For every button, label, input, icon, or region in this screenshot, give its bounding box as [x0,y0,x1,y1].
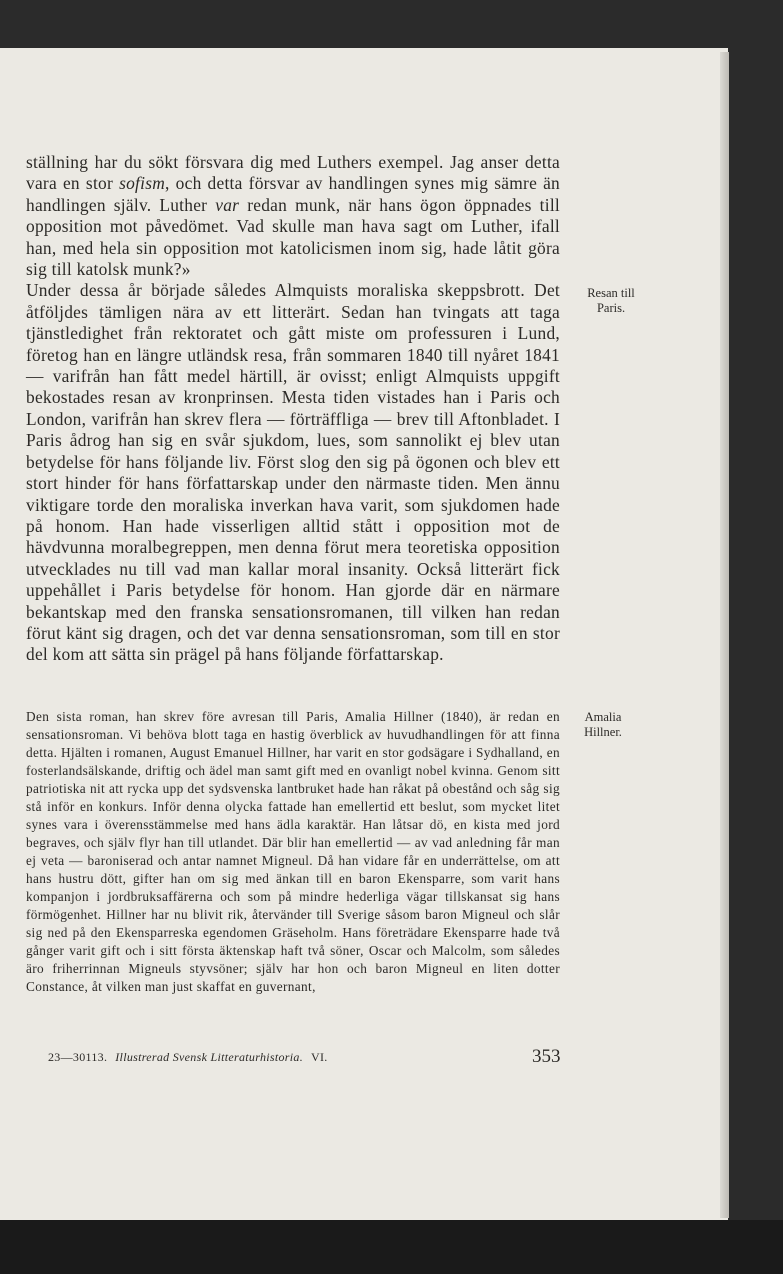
emphasis-var: var [215,194,240,215]
margin-note-amalia-hillner: Amalia Hillner. [584,710,622,739]
smallprint-text [26,708,560,996]
footer-signature [48,1050,328,1065]
scan-background-strip [0,1220,783,1274]
main-body-text [26,152,560,666]
emphasis-sofism: sofism [119,173,166,194]
publication-title: Illustrerad Svensk Litteraturhistoria. [115,1050,304,1064]
page-edge-shadow [720,52,729,1218]
paragraph-shipwreck: Under dessa år började således Almquists moraliska skeppsbrott. Det åtföljdes tämligen nära av ett litterärt. Sedan han tvingats att taga tjänstledighet från rektoratet och gått miste om professuren i Lund, företog han en längre utländsk resa, från sommaren 1840 till nyåret 1841 — varifrån han fått medel härtill, är ovisst; enligt Almquists uppgift bekostades resan av kronprinsen. Mesta tiden vistades han i Paris och London, varifrån han skrev flera — förträffliga — brev till Aftonbladet. I Paris ådrog han sig en svår sjukdom, lues, som sannolikt ej blev utan betydelse för hans följande liv. Först slog den sig på ögonen och blev ett stort hinder för hans författarskap under den närmaste tiden. Men ännu viktigare torde den moraliska inverkan hava varit, som sjukdomen hade på honom. Han hade visserligen alltid stått i opposition mot de hävdvunna moralbegreppen, men denna förut mera teoretiska opposition utvecklades nu till vad man kallar moral insanity. Också litterärt fick uppehållet i Paris betydelse för honom. Han gjorde där en närmare bekantskap med den franska sensationsromanen, till vilken han redan förut känt sig dragen, och det var denna sensationsroman, som till en stor del kom att sätta sin prägel på hans följande författarskap. [26,280,560,665]
volume-label: VI. [311,1050,328,1064]
page-number: 353 [532,1046,561,1067]
paragraph-quote: ställning har du sökt försvara dig med Luthers exempel. Jag anser detta vara en stor sofism, och detta försvar av handlingen synes mig sämre än handlingen själv. Luther var redan munk, när hans ögon öppnades till opposition mot påvedömet. Vad skulle man hava sagt om Luther, ifall han, med hela sin opposition mot katolicismen inom sig, hade låtit göra sig till katolsk munk?» [26,152,561,280]
signature-mark: 23—30113. [48,1050,108,1064]
margin-note-resan-till-paris: Resan till Paris. [587,286,635,315]
paragraph-amalia-hillner: Den sista roman, han skrev före avresan till Paris, Amalia Hillner (1840), är redan en sensationsroman. Vi behöva blott taga en hastig överblick av huvudhandlingen för att finna detta. Hjälten i romanen, August Emanuel Hillner, har varit en stor godsägare i Sydhalland, en fosterlandsälskande, driftig och ädel man samt gift med en ovanligt nobel kvinna. Genom sitt patriotiska nit att rycka upp det sydsvenska lantbruket hade han råkat på obestånd och såg sig stå inför en konkurs. Inför denna olycka fattade han emellertid ett beslut, som mycket litet synes vara i överensstämmelse med hans ädla karaktär. Han låtsar dö, en kista med jord begraves, och själv flyr han till utlandet. Där blir han emellertid — av vad anledning får man ej veta — baroniserad och antar namnet Migneul. Då han vidare får en underrättelse, om att hans hustru dött, gifter han om sig med änkan till en baron Ekensparre, som varit hans kompanjon i jordbruksaffärerna och som på mindre hederliga vägar tillskansat sig hans förmögenhet. Hillner har nu blivit rik, återvänder till Sverige såsom baron Migneul och slår sig ned på den Ekensparreska egendomen Gräseholm. Hans företrädare Ekensparre hade två gånger varit gift och i sitt första äktenskap haft två söner, Oscar och Malcolm, som således äro friherrinnan Migneuls styvsöner; själv har hon och baron Migneul en liten dotter Constance, åt vilken man just skaffat en guvernant, [26,709,560,994]
